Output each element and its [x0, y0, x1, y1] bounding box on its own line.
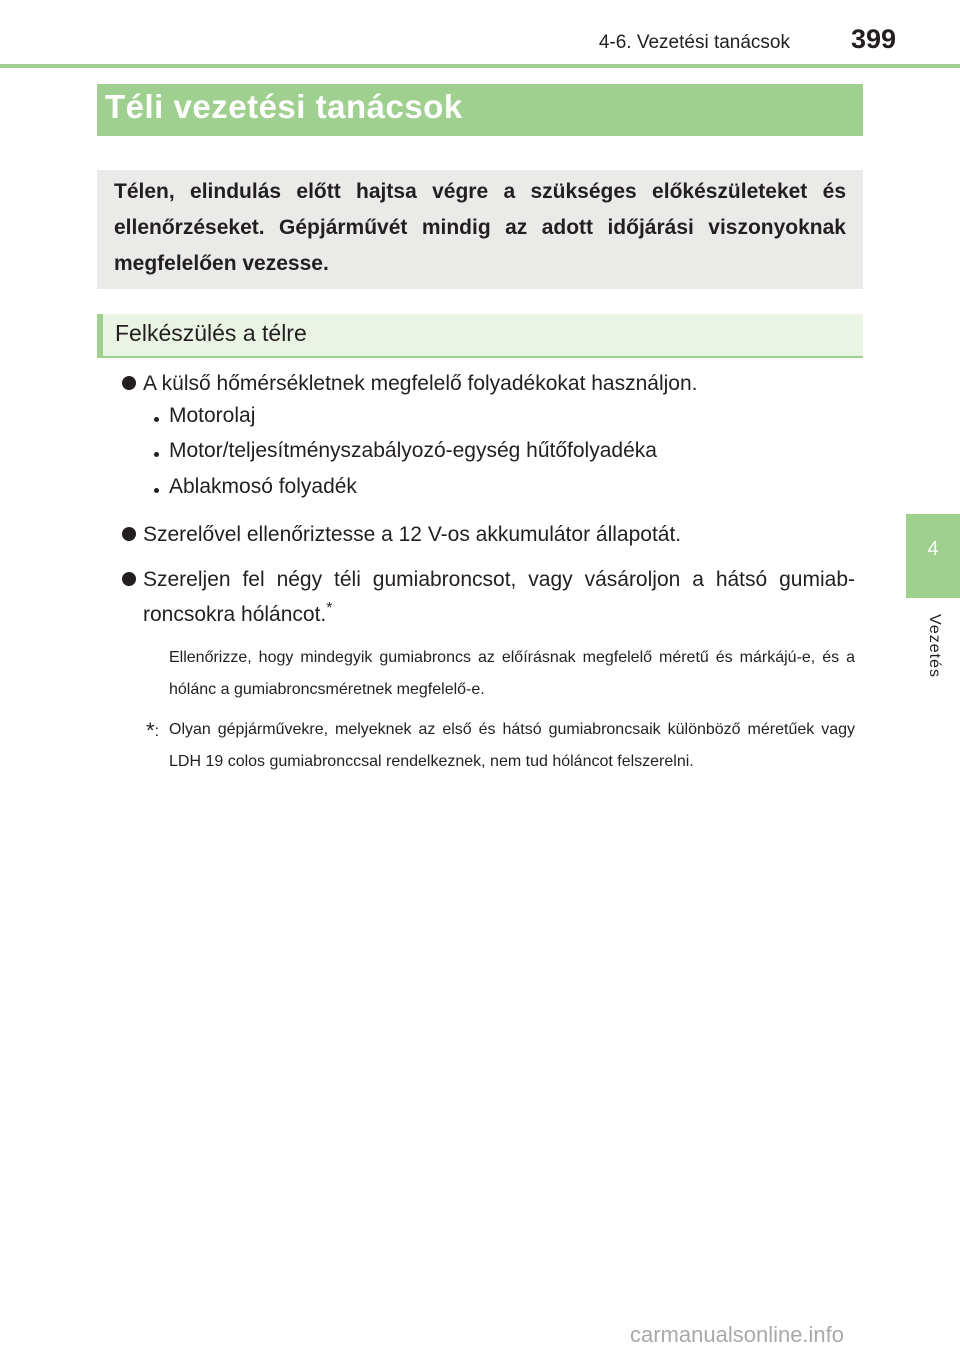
page-title: Téli vezetési tanácsok	[105, 88, 463, 125]
list-item: Szerelővel ellenőriztesse a 12 V-os akkumulátor állapotát.	[143, 523, 682, 546]
footnote-marker: *	[326, 600, 333, 617]
bullet-icon	[122, 376, 136, 390]
section-heading-accent	[97, 314, 103, 358]
sub-list-item: Motor/teljesítményszabályozó-egység hűtőfolyadéka	[169, 439, 657, 462]
footnote-colon: :	[154, 723, 160, 740]
chapter-tab	[906, 514, 960, 598]
section-heading: Felkészülés a télre	[115, 320, 307, 346]
note-text: Ellenőrizze, hogy mindegyik gumiabroncs az előírásnak megfelelő méretű és márkájú-e, és a hólánc a gumiabroncsméretnek megfelelő-e.	[169, 649, 855, 698]
intro-box	[97, 170, 863, 289]
title-banner	[97, 84, 863, 136]
watermark: carmanualsonline.info	[630, 1322, 845, 1347]
bullet-icon	[122, 572, 136, 586]
sub-bullet-icon	[154, 488, 159, 493]
sub-list-item: Motorolaj	[169, 404, 256, 427]
section-heading-bar	[97, 314, 863, 358]
list-item-continued	[143, 597, 333, 632]
intro-text: Télen, elindulás előtt hajtsa végre a szükséges előkészületeket és ellenőrzéseket. Gépjárművét mindig az adott időjárási viszonyoknak megfelelően vezesse.	[114, 180, 846, 275]
footnote-text: Olyan gépjárművekre, melyeknek az első és hátsó gumiabroncsaik különböző méretűek vagy LDH 19 colos gumiabronccsal rendelkeznek, nem tud hóláncot felszerelni.	[169, 721, 855, 770]
list-item: Szereljen fel négy téli gumiabroncsot, vagy vásároljon a hátsó gumiab-	[143, 568, 855, 591]
page-number: 399	[850, 24, 896, 54]
header-section-title: 4-6. Vezetési tanácsok	[598, 32, 790, 53]
footnote-star: *	[146, 718, 155, 743]
sub-list-item: Ablakmosó folyadék	[169, 475, 357, 498]
chapter-label: Vezetés	[926, 614, 943, 678]
list-item-text: roncsokra hóláncot.	[143, 603, 327, 626]
sub-bullet-icon	[154, 417, 159, 422]
bullet-icon	[122, 527, 136, 541]
footnote-label	[146, 716, 159, 742]
sub-bullet-icon	[154, 452, 159, 457]
chapter-number: 4	[927, 538, 939, 560]
header-divider	[0, 64, 960, 68]
list-item: A külső hőmérsékletnek megfelelő folyadékokat használjon.	[143, 372, 698, 395]
